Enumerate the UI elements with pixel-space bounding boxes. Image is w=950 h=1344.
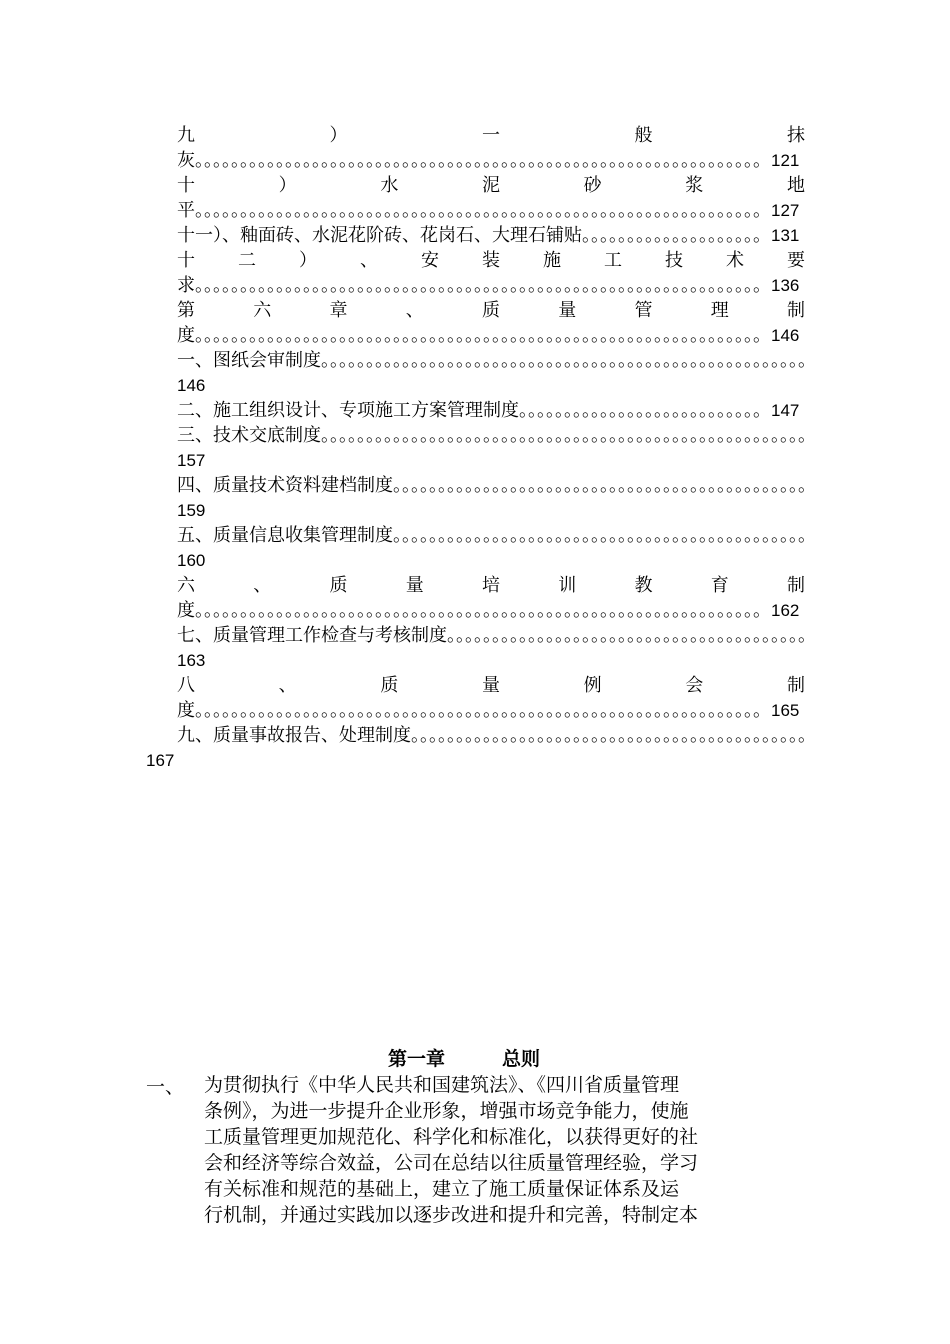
toc-page-number: 121 [771,151,800,170]
toc-entry-text: 五、质量信息收集管理制度 [177,525,393,546]
toc-entry-text: 三、技术交底制度 [177,425,321,446]
toc-entry-line-1 [177,173,805,198]
paragraph-line: 工质量管理更加规范化、科学化和标准化，以获得更好的社 [204,1126,699,1148]
toc-entry-text: 要 [787,250,805,271]
toc-entry-text: 度 [177,600,195,621]
toc-entry-text: 八 [177,675,195,696]
toc-dot-leader: 。。。。。。。。。。。。。。。。。。。。 [582,225,771,246]
toc-entry-text: 水 [380,175,399,196]
toc-entry-text: 制 [787,575,805,596]
toc-dot-leader: 。。。。。。。。。。。。。。。。。。。。。。。。。。。。。。。。。。。。。。。。。。。。。。。。。。。。。。。。。。。。。。。 [195,200,771,221]
toc-entry-text: 会 [685,675,704,696]
toc-entry-text: 训 [558,575,577,596]
toc-entry-text: 十一）、釉面砖、水泥花阶砖、花岗石、大理石铺贴 [177,225,582,246]
toc-entry-text: ） [329,125,348,146]
toc-entry-line-2 [177,323,805,348]
toc-entry-line-1 [177,573,805,598]
toc-entry-text: 灰 [177,150,195,171]
toc-entry-text: 量 [405,575,424,596]
toc-entry-text: 质 [482,300,500,321]
toc-entry-line [177,473,817,498]
toc-entry-text: 地 [786,175,805,196]
toc-entry-text: 、 [253,575,272,596]
toc-entry-text: 度 [177,325,195,346]
toc-entry-line [177,423,817,448]
toc-entry-line-2 [177,598,805,623]
toc-entry-text: 六 [177,575,195,596]
toc-entry-text: 二 [238,250,256,271]
toc-entry-text: ） [278,175,297,196]
toc-entry-text: 制 [786,675,805,696]
toc-page-number: 157 [177,451,206,470]
toc-entry-text: 量 [481,675,500,696]
toc-entry-text: 度 [177,700,195,721]
toc-page-number: 160 [177,551,206,570]
toc-entry-line [177,223,805,248]
toc-dot-leader: 。。。。。。。。。。。。。。。。。。。。。。。。。。。。。。。。。。。。。。。。。。。。。。。。。。。。。。。。。。。。。。。 [195,700,771,721]
toc-entry-line [177,623,817,648]
toc-entry-text: 求 [177,275,195,296]
toc-page-number: 146 [177,376,206,395]
toc-entry-text: 理 [710,300,729,321]
toc-entry-text: 质 [380,675,399,696]
toc-entry-text: 工 [604,250,622,271]
toc-page-number: 162 [771,601,800,620]
toc-entry-text: 七、质量管理工作检查与考核制度 [177,625,447,646]
toc-entry-text: 抹 [787,125,805,146]
toc-dot-leader: 。。。。。。。。。。。。。。。。。。。。。。。。。。。。。。。。。。。。。。。。。。。。。。。。。。。。。。。。。。。。。。。 [195,150,771,171]
toc-entry-line-1 [177,673,805,698]
toc-entry-line-1 [177,248,805,273]
toc-dot-leader: 。。。。。。。。。。。。。。。。。。。。。。。。。。。。。。。。。。。。。。。。。。。。 [411,725,816,746]
toc-entry-text: 章 [329,300,348,321]
toc-entry-line [177,723,817,748]
toc-entry-line [177,398,805,423]
toc-entry-text: 例 [583,675,602,696]
toc-entry-text: 二、施工组织设计、专项施工方案管理制度 [177,400,519,421]
toc-entry-text: 装 [482,250,500,271]
toc-page-number: 147 [771,401,800,420]
toc-entry-text: 、 [278,675,297,696]
toc-entry-line [177,348,817,373]
toc-entry-text: 教 [634,575,653,596]
toc-entry-text: 四、质量技术资料建档制度 [177,475,393,496]
paragraph-line: 条例》，为进一步提升企业形象，增强市场竞争能力，使施 [204,1100,689,1122]
toc-dot-leader: 。。。。。。。。。。。。。。。。。。。。。。。。。。。。。。。。。。。。。。。。。。。。。。。。。。。。。。 [321,350,816,371]
toc-dot-leader: 。。。。。。。。。。。。。。。。。。。。。。。。。。。。。。。。。。。。。。。。。。。。。。。。。。。。。。。。。。。。。。。 [195,600,771,621]
toc-entry-text: 一、图纸会审制度 [177,350,321,371]
toc-entry-text: 泥 [481,175,500,196]
toc-dot-leader: 。。。。。。。。。。。。。。。。。。。。。。。。。。。。。。。。。。。。。。。。。。。。。。 [393,475,816,496]
toc-dot-leader: 。。。。。。。。。。。。。。。。。。。。。。。。。。。 [519,400,771,421]
paragraph-number: 一、 [146,1076,185,1098]
toc-entry-text: 量 [558,300,577,321]
toc-entry-text: 六 [253,300,272,321]
paragraph-line: 行机制，并通过实践加以逐步改进和提升和完善，特制定本 [204,1204,699,1226]
toc-entry-line-1 [177,123,805,148]
toc-page-number: 163 [177,651,206,670]
toc-entry-text: 平 [177,200,195,221]
toc-entry-text: 、 [360,250,378,271]
toc-entry-text: 技 [665,250,683,271]
toc-page-number: 159 [177,501,206,520]
toc-entry-text: 培 [482,575,500,596]
toc-entry-text: 、 [405,300,424,321]
toc-entry-line-2 [177,273,805,298]
toc-entry-text: 育 [710,575,729,596]
toc-entry-line-2 [177,198,805,223]
toc-entry-text: 九 [177,125,195,146]
toc-page-number: 165 [771,701,800,720]
toc-entry-text: 施 [543,250,561,271]
paragraph-line: 为贯彻执行《中华人民共和国建筑法》、《四川省质量管理 [204,1074,680,1096]
toc-entry-line-2 [177,698,805,723]
toc-entry-text: 浆 [685,175,704,196]
toc-page-number: 146 [771,326,800,345]
toc-page-number: 131 [771,226,800,245]
toc-entry-text: ） [299,250,317,271]
paragraph-line: 有关标准和规范的基础上，建立了施工质量保证体系及运 [204,1178,680,1200]
toc-entry-text: 一 [482,125,500,146]
toc-entry-text: 制 [787,300,805,321]
toc-entry-text: 术 [726,250,744,271]
toc-page-number: 127 [771,201,800,220]
toc-entry-text: 第 [177,300,195,321]
toc-dot-leader: 。。。。。。。。。。。。。。。。。。。。。。。。。。。。。。。。。。。。。。。。。。。。。。 [393,525,816,546]
toc-entry-line [177,523,817,548]
toc-entry-text: 九、质量事故报告、处理制度 [177,725,411,746]
paragraph-line: 会和经济等综合效益，公司在总结以往质量管理经验，学习 [204,1152,699,1174]
toc-entry-text: 安 [421,250,439,271]
toc-entry-line-1 [177,298,805,323]
toc-page-number: 136 [771,276,800,295]
toc-entry-line-2 [177,148,805,173]
toc-entry-text: 质 [329,575,348,596]
toc-entry-text: 砂 [583,175,602,196]
toc-dot-leader: 。。。。。。。。。。。。。。。。。。。。。。。。。。。。。。。。。。。。。。。。。。。。。。。。。。。。。。。。。。。。。。。 [195,275,771,296]
toc-entry-text: 十 [177,250,195,271]
toc-dot-leader: 。。。。。。。。。。。。。。。。。。。。。。。。。。。。。。。。。。。。。。。。。。。。。。。。。。。。。。 [321,425,816,446]
toc-entry-text: 十 [177,175,195,196]
chapter-title: 第一章 总则 [388,1048,541,1070]
toc-dot-leader: 。。。。。。。。。。。。。。。。。。。。。。。。。。。。。。。。。。。。。。。。 [447,625,816,646]
toc-entry-text: 管 [634,300,653,321]
toc-page-number: 167 [146,751,175,770]
toc-entry-text: 般 [634,125,653,146]
toc-dot-leader: 。。。。。。。。。。。。。。。。。。。。。。。。。。。。。。。。。。。。。。。。。。。。。。。。。。。。。。。。。。。。。。。 [195,325,771,346]
